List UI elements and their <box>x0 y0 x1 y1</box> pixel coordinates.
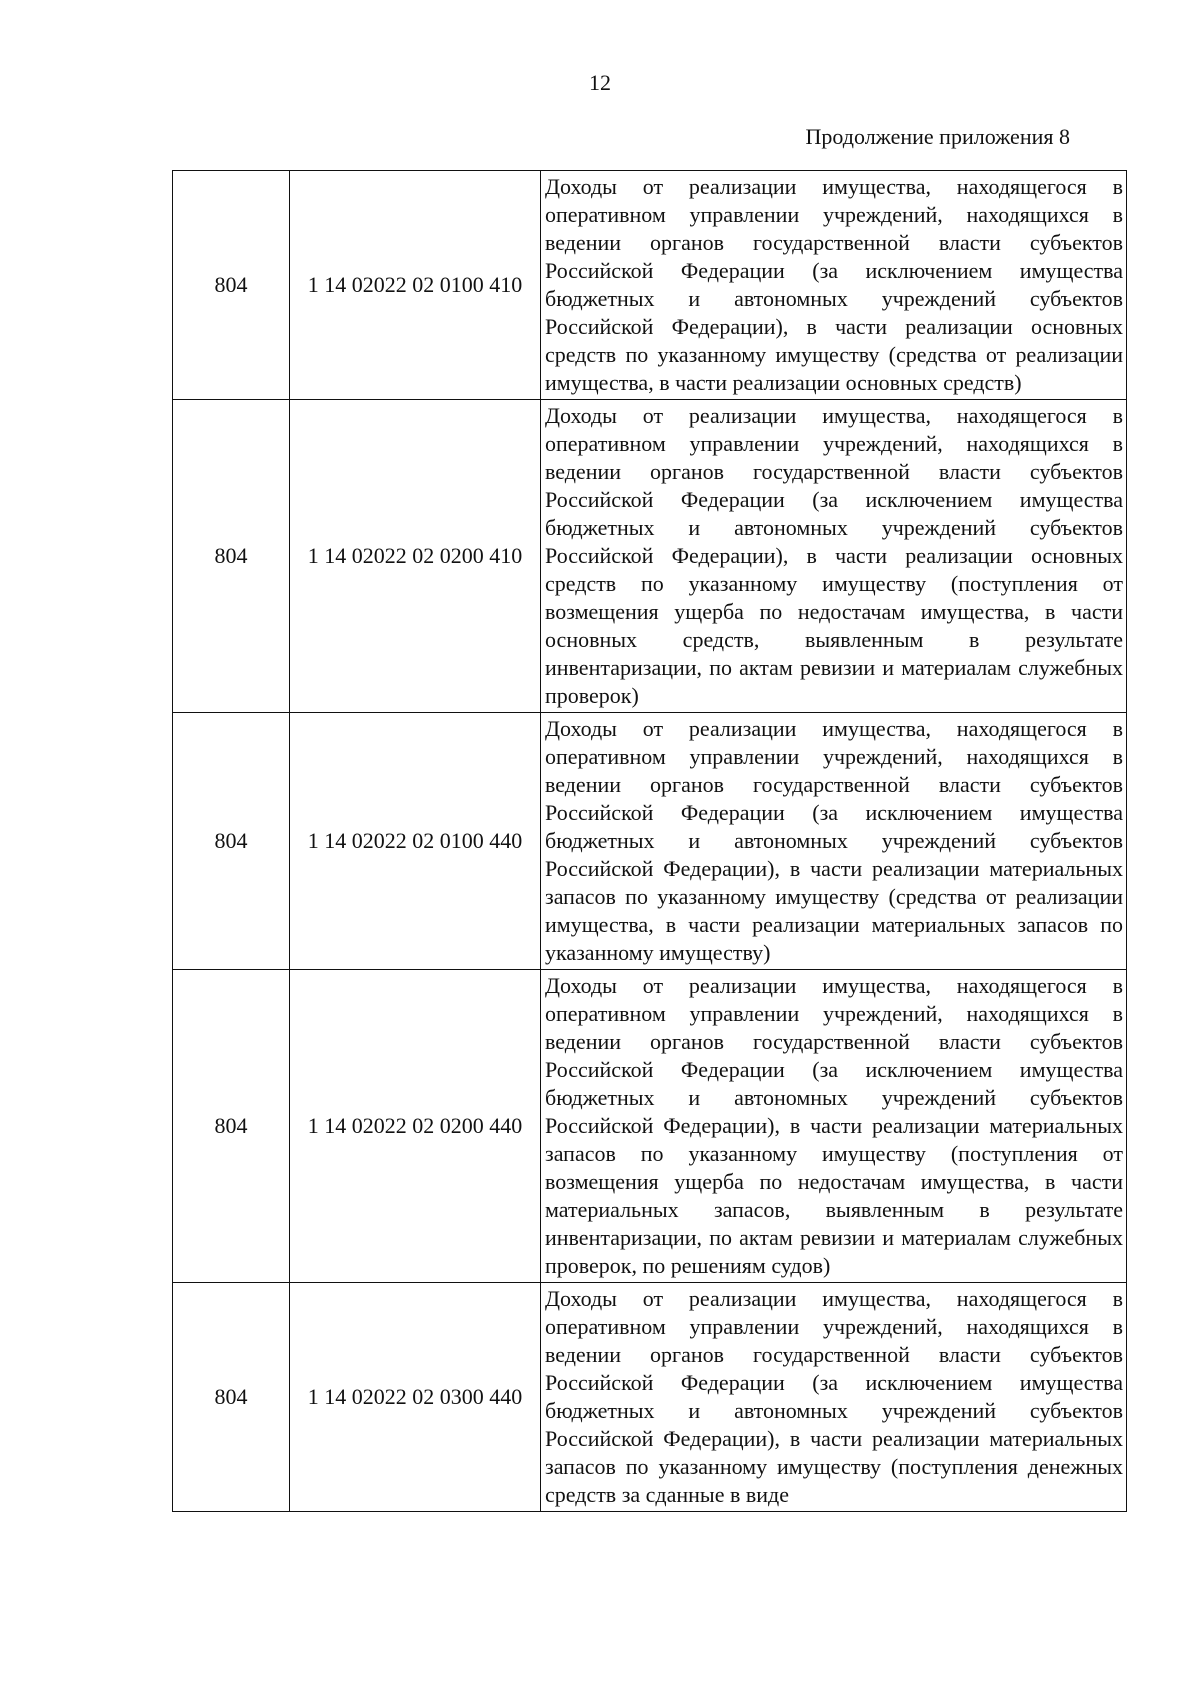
table-row <box>173 1283 1127 1512</box>
budget-codes-table <box>172 170 1127 1512</box>
budget-code-cell: 1 14 02022 02 0200 440 <box>290 970 541 1283</box>
description-cell: Доходы от реализации имущества, находящегося в оперативном управлении учреждений, находящихся в ведении органов государственной власти субъектов Российской Федерации (за исключением имущества бюджетных и автономных учреждений субъектов Российской Федерации), в части реализации основных средств по указанному имуществу (поступления от возмещения ущерба по недостачам имущества, в части основных средств, выявленным в результате инвентаризации, по актам ревизии и материалам служебных проверок) <box>541 400 1127 713</box>
appendix-caption: Продолжение приложения 8 <box>805 124 1070 149</box>
admin-code-cell: 804 <box>173 713 290 970</box>
budget-code-cell: 1 14 02022 02 0100 410 <box>290 171 541 400</box>
budget-code-cell: 1 14 02022 02 0200 410 <box>290 400 541 713</box>
description-cell: Доходы от реализации имущества, находящегося в оперативном управлении учреждений, находящихся в ведении органов государственной власти субъектов Российской Федерации (за исключением имущества бюджетных и автономных учреждений субъектов Российской Федерации), в части реализации основных средств по указанному имуществу (средства от реализации имущества, в части реализации основных средств) <box>541 171 1127 400</box>
admin-code-cell: 804 <box>173 970 290 1283</box>
table-row <box>173 713 1127 970</box>
admin-code-cell: 804 <box>173 171 290 400</box>
admin-code-cell: 804 <box>173 400 290 713</box>
table-row <box>173 970 1127 1283</box>
page-number: 12 <box>589 70 611 95</box>
admin-code-cell: 804 <box>173 1283 290 1512</box>
budget-code-cell: 1 14 02022 02 0100 440 <box>290 713 541 970</box>
description-cell: Доходы от реализации имущества, находящегося в оперативном управлении учреждений, находящихся в ведении органов государственной власти субъектов Российской Федерации (за исключением имущества бюджетных и автономных учреждений субъектов Российской Федерации), в части реализации материальных запасов по указанному имуществу (средства от реализации имущества, в части реализации материальных запасов по указанному имуществу) <box>541 713 1127 970</box>
table-row <box>173 400 1127 713</box>
description-cell: Доходы от реализации имущества, находящегося в оперативном управлении учреждений, находящихся в ведении органов государственной власти субъектов Российской Федерации (за исключением имущества бюджетных и автономных учреждений субъектов Российской Федерации), в части реализации материальных запасов по указанному имуществу (поступления от возмещения ущерба по недостачам имущества, в части материальных запасов, выявленным в результате инвентаризации, по актам ревизии и материалам служебных проверок, по решениям судов) <box>541 970 1127 1283</box>
budget-code-cell: 1 14 02022 02 0300 440 <box>290 1283 541 1512</box>
description-cell: Доходы от реализации имущества, находящегося в оперативном управлении учреждений, находящихся в ведении органов государственной власти субъектов Российской Федерации (за исключением имущества бюджетных и автономных учреждений субъектов Российской Федерации), в части реализации материальных запасов по указанному имуществу (поступления денежных средств за сданные в виде <box>541 1283 1127 1512</box>
table-row <box>173 171 1127 400</box>
